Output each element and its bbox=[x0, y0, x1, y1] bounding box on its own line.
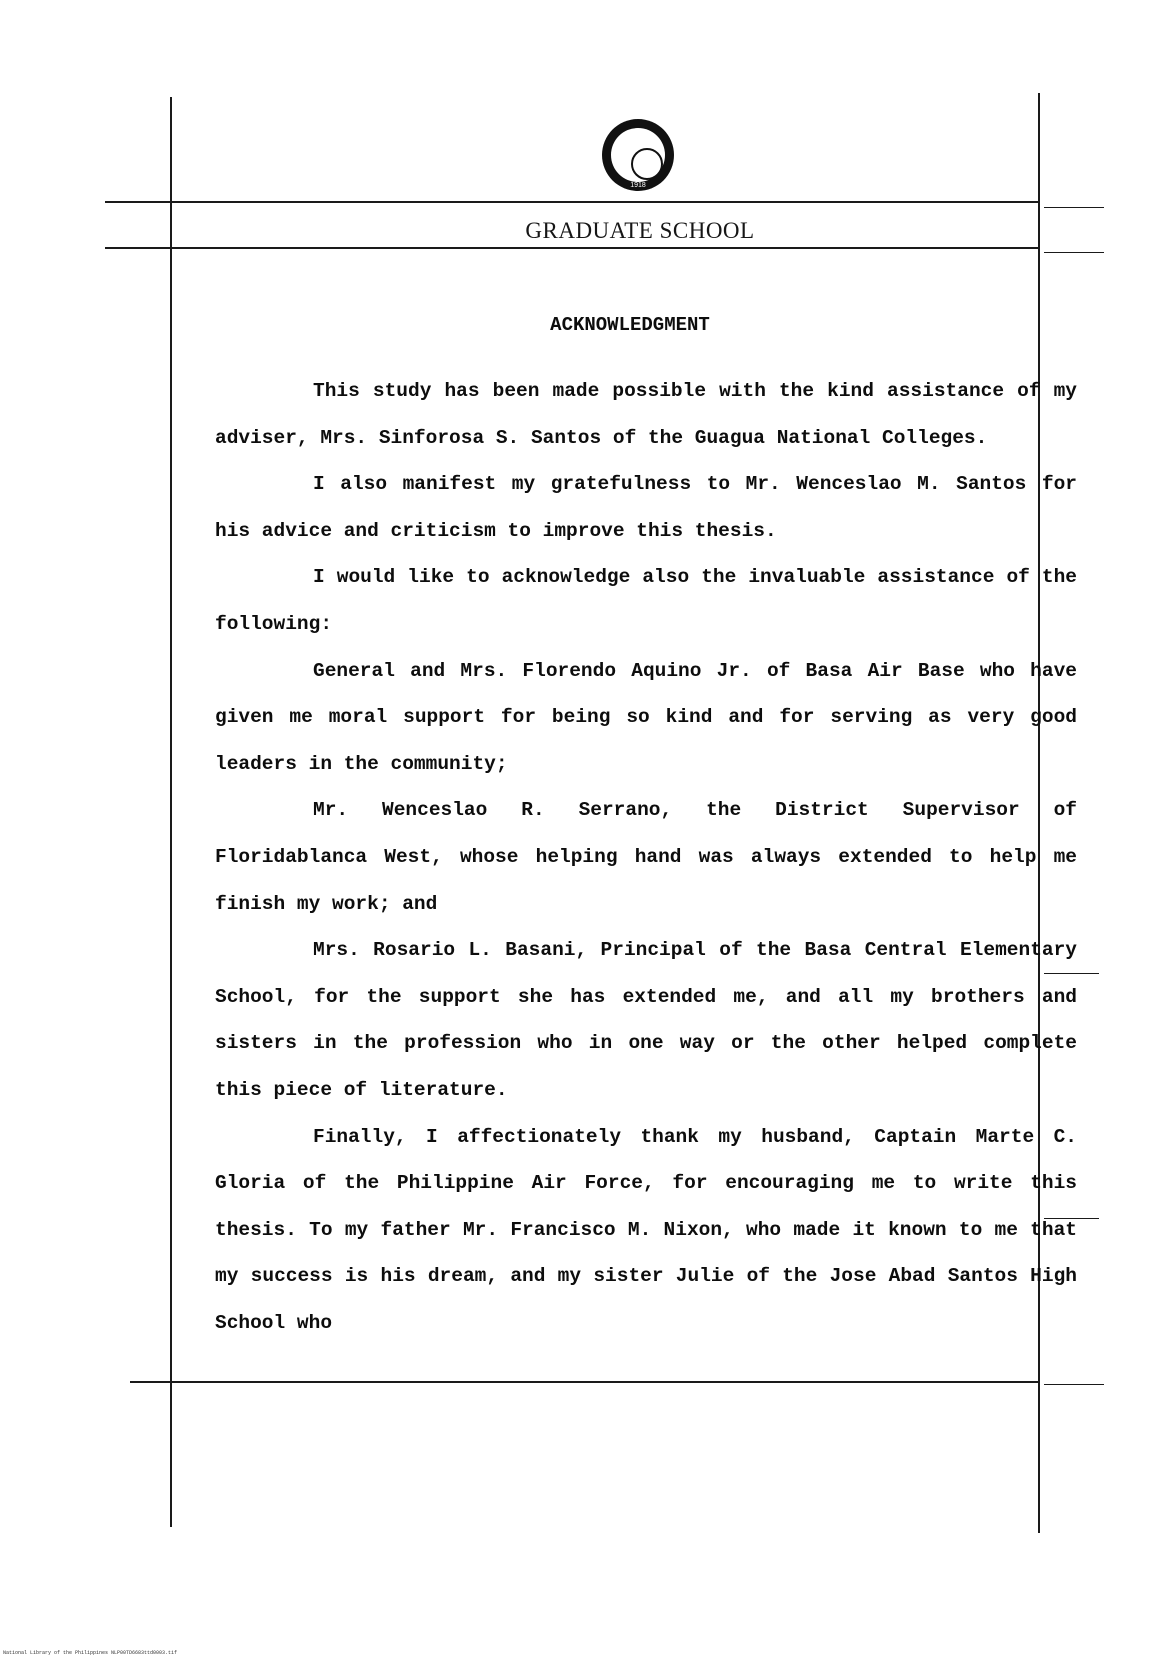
college-seal-logo bbox=[602, 119, 674, 191]
section-heading: ACKNOWLEDGMENT bbox=[550, 314, 710, 336]
paragraph: Mr. Wenceslao R. Serrano, the District Supervisor of Floridablanca West, whose helping hand was always extended to help me finish my work; and bbox=[215, 799, 1077, 915]
seal-emblem bbox=[631, 148, 663, 180]
footer-rule bbox=[130, 1381, 1038, 1383]
seal-year: 1918 bbox=[630, 182, 646, 189]
footer-rule-right bbox=[1044, 1384, 1104, 1385]
header-top-rule-right bbox=[1044, 207, 1104, 208]
page-header-title: GRADUATE SCHOOL bbox=[525, 218, 755, 243]
header-top-rule bbox=[105, 201, 1040, 203]
seal-inner-ring bbox=[611, 128, 665, 182]
scan-source-caption: National Library of the Philippines NLP00TD6683ttd0003.tif bbox=[3, 1650, 178, 1656]
left-margin-rule bbox=[170, 97, 172, 1527]
paragraph: Mrs. Rosario L. Basani, Principal of the Basa Central Elementary School, for the support she has extended me, and all my brothers and sisters in the profession who in one way or the other helped complete this piece of literature. bbox=[215, 939, 1077, 1101]
paragraph: I also manifest my gratefulness to Mr. Wenceslao M. Santos for his advice and criticism to improve this thesis. bbox=[215, 473, 1077, 542]
paragraph: I would like to acknowledge also the invaluable assistance of the following: bbox=[215, 566, 1077, 635]
header-bottom-rule-right bbox=[1044, 252, 1104, 253]
paragraph: General and Mrs. Florendo Aquino Jr. of Basa Air Base who have given me moral support for being so kind and for serving as very good leaders in the community; bbox=[215, 659, 1077, 775]
acknowledgment-body bbox=[215, 368, 1077, 1346]
paragraph: This study has been made possible with the kind assistance of my adviser, Mrs. Sinforosa S. Santos of the Guagua National Colleges. bbox=[215, 380, 1077, 449]
paragraph: Finally, I affectionately thank my husband, Captain Marte C. Gloria of the Philippine Air Force, for encouraging me to write this thesis. To my father Mr. Francisco M. Nixon, who made it known to me that my success is his dream, and my sister Julie of the Jose Abad Santos High School who bbox=[215, 1125, 1077, 1334]
header-bottom-rule bbox=[105, 247, 1040, 249]
